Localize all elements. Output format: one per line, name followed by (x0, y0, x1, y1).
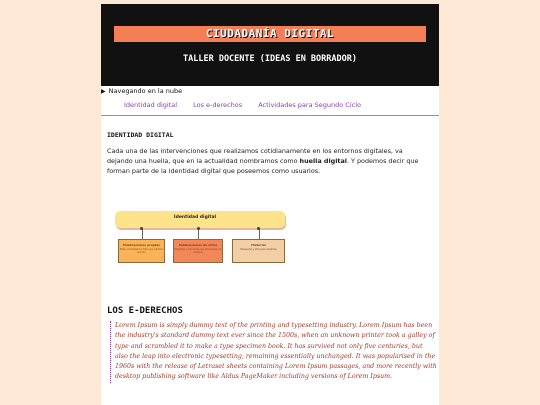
header-banner (101, 4, 439, 86)
diagram-box-2 (173, 239, 223, 263)
e-derechos-quote: Lorem Ipsum is simply dummy text of the printing and typesetting industry. Lorem Ipsum has been the industry's standard dummy text ever since the 1500s, when an unknown printer took a galley of type and scrambled it to make a type specimen book. It has survived not only five centuries, but also the leap into electronic typesetting, remaining essentially unchanged. It was popularised in the 1960s with the release of Letraset sheets containing Lorem Ipsum passages, and more recently with desktop publishing software like Aldus PageMaker including versions of Lorem Ipsum. (110, 321, 437, 383)
page-subtitle: TALLER DOCENTE (IDEAS EN BORRADOR) (183, 54, 357, 64)
identity-diagram (115, 207, 295, 267)
section-heading-e-derechos: LOS E-DERECHOS (107, 306, 183, 316)
diagram-title-banner (115, 211, 285, 228)
details-summary[interactable] (101, 87, 182, 95)
nav-bar (124, 101, 375, 109)
summary-label: Navegando en la nube (108, 87, 183, 95)
section-heading-identidad: IDENTIDAD DIGITAL (107, 131, 174, 139)
diagram-box-text: Etiquetas y menciones que otros hacen de nosotros (174, 248, 222, 254)
nav-link-e-derechos[interactable]: Los e-derechos (193, 101, 243, 109)
paragraph-bold-term: huella digital (299, 157, 347, 165)
nav-link-actividades[interactable]: Actividades para Segundo Ciclo (258, 101, 361, 109)
diagram-box-label: Publicaciones propias (123, 243, 160, 247)
diagram-box-text: Búsquedas y sitios que visitamos (240, 248, 277, 251)
title-bar (114, 26, 426, 42)
diagram-box-label: Historial (251, 243, 266, 247)
page-title: CIUDADANÍA DIGITAL (205, 27, 335, 40)
diagram-box-3 (232, 239, 285, 263)
nav-link-identidad[interactable]: Identidad digital (124, 101, 178, 109)
paragraph-text-end: . Y podemos decir que forman parte de la identidad digital que poseemos como usuarios. (107, 157, 419, 175)
paragraph-text: Cada una de las intervenciones que realizamos cotidianamente en los entornos digitales, va dejando una huella, que en la actualidad nombramos como (107, 147, 403, 165)
diagram-box-text: Posts, comentarios y fotos que subimos a la red (119, 248, 164, 254)
nav-divider (101, 115, 439, 116)
identidad-paragraph (107, 146, 429, 176)
page (101, 4, 439, 405)
diagram-box-label: Publicaciones de otros (178, 243, 218, 247)
diagram-title: Identidad digital (173, 215, 217, 220)
disclosure-triangle-icon[interactable]: ▶ (101, 88, 106, 95)
diagram-box-1 (118, 239, 165, 263)
